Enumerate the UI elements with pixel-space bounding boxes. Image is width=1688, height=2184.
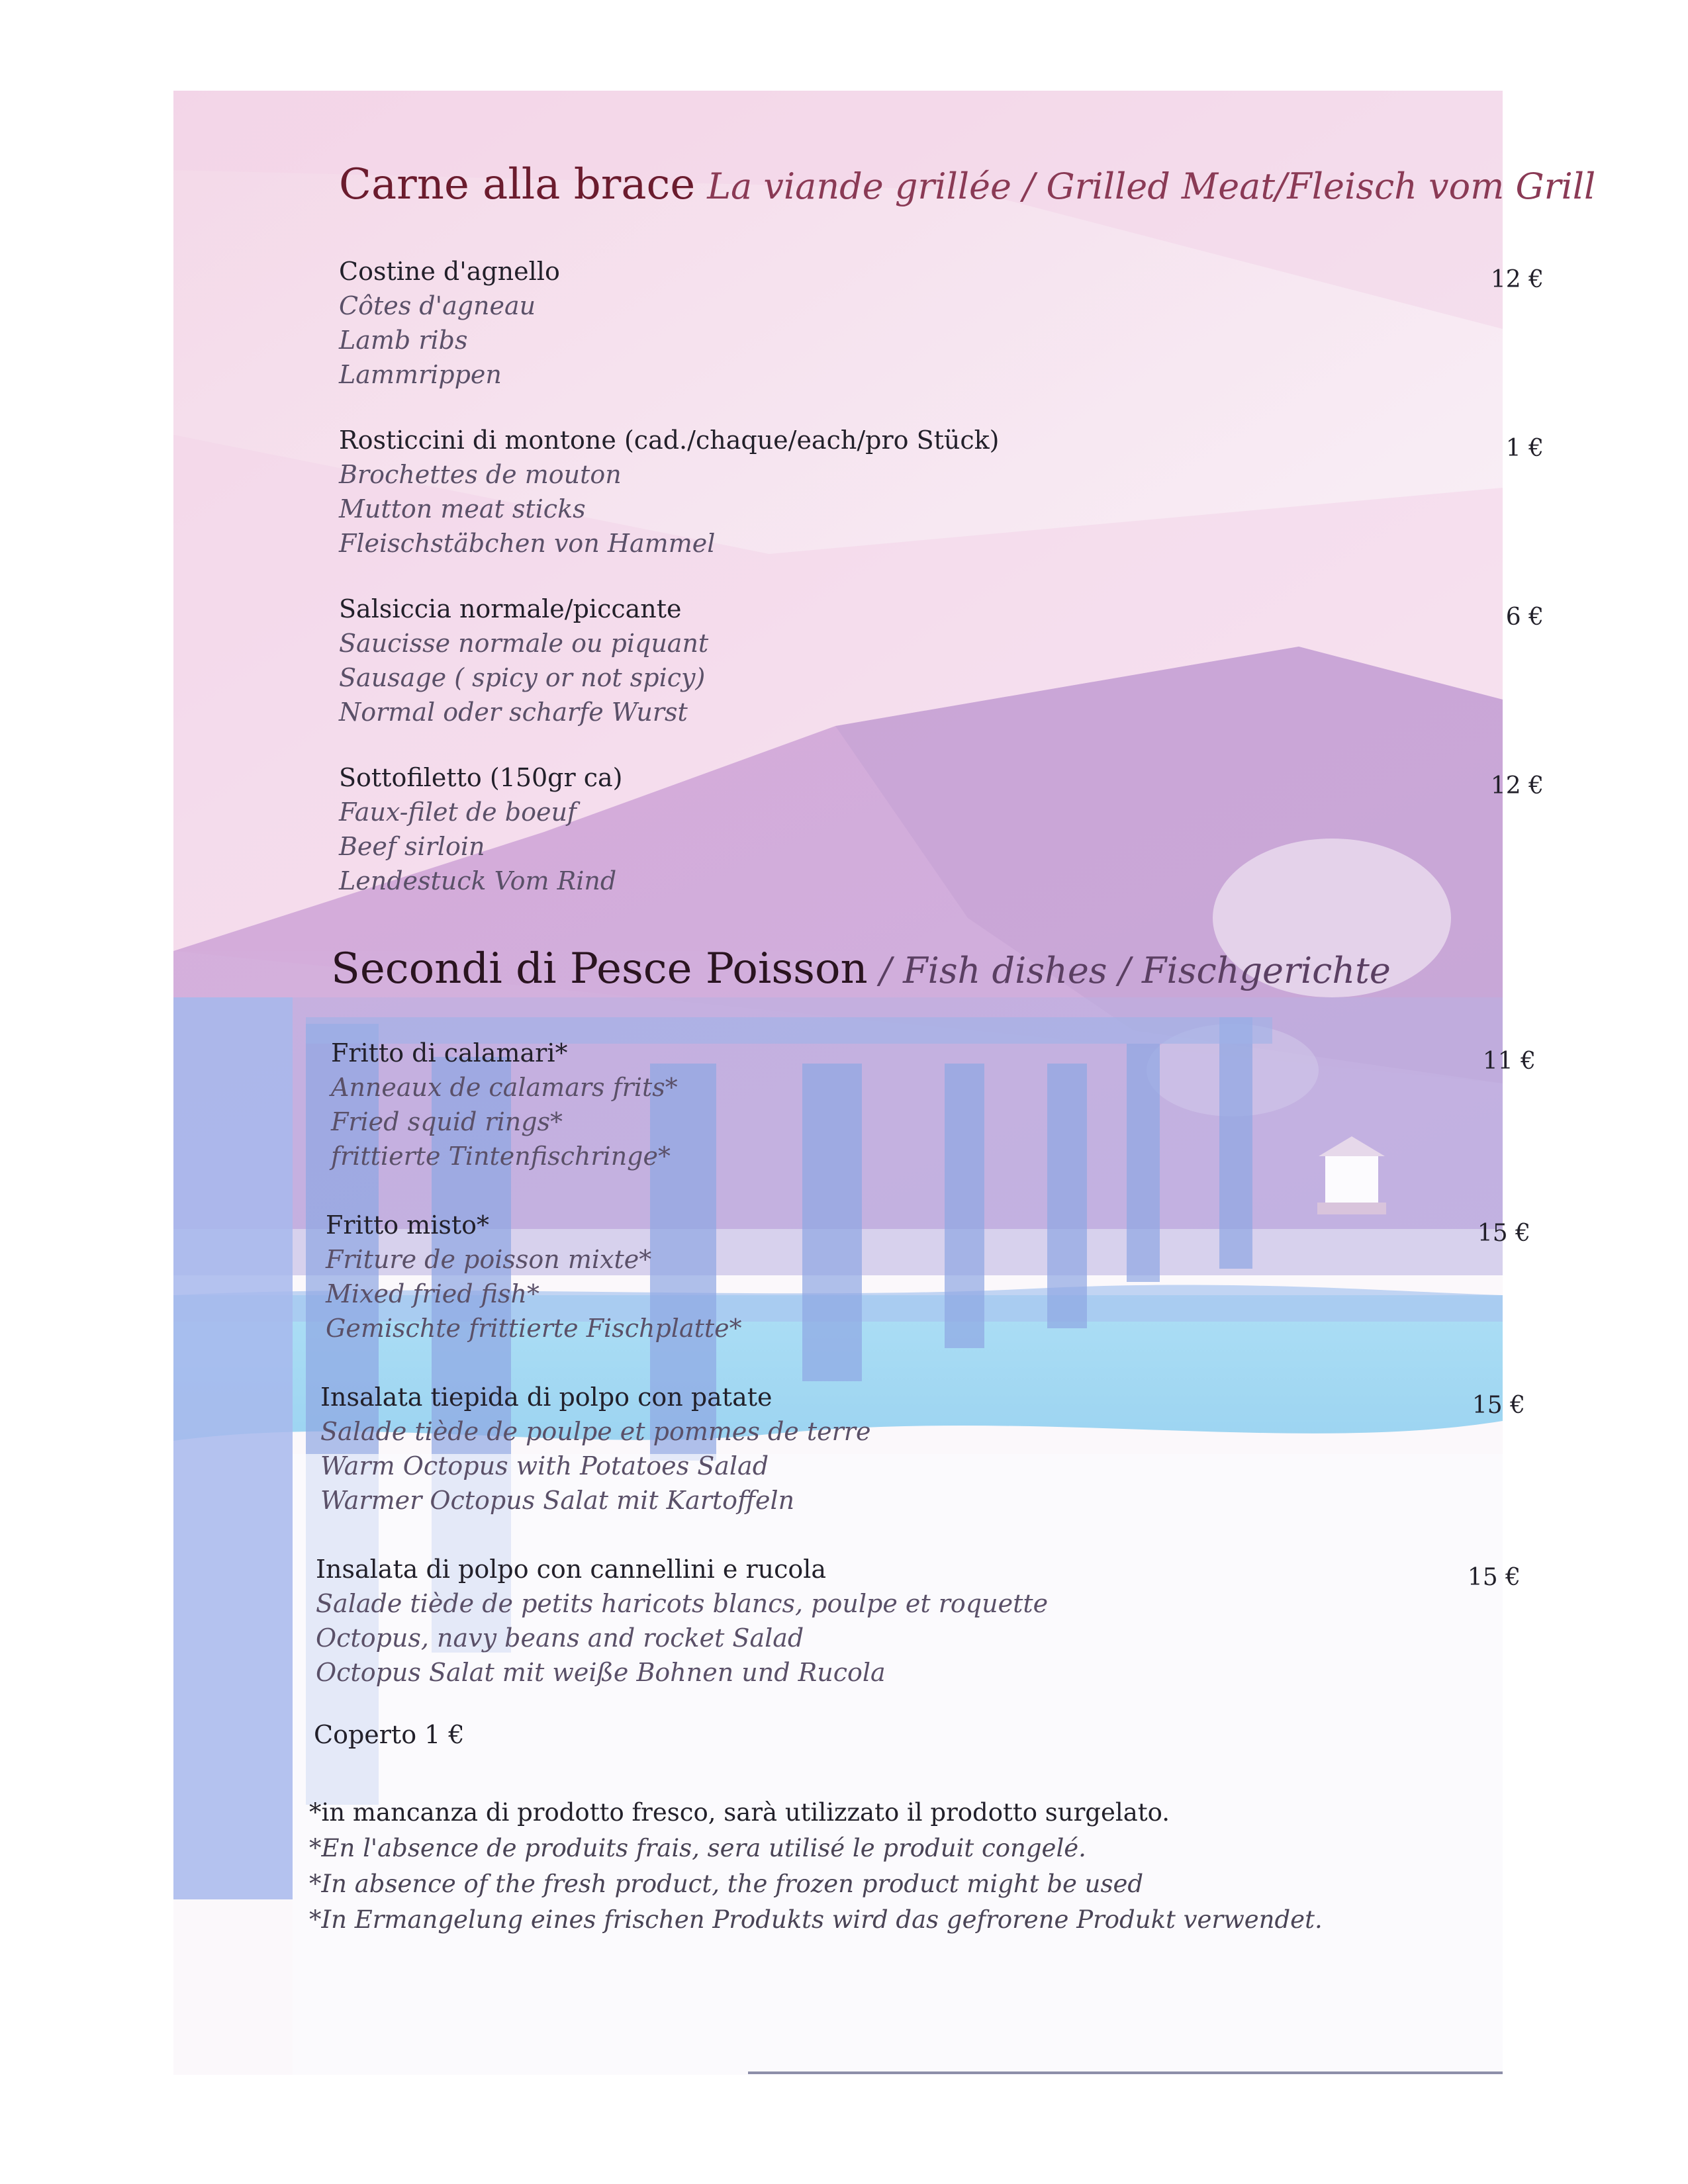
item-price: 15 €	[1467, 1564, 1521, 1591]
item-french: Côtes d'agneau	[339, 291, 536, 320]
section-title-fish-primary: Secondi di Pesce Poisson	[331, 944, 868, 993]
item-french: Anneaux de calamars frits*	[331, 1073, 678, 1102]
item-german: Lammrippen	[339, 360, 502, 389]
item-name: Fritto misto*	[326, 1210, 490, 1240]
item-german: Normal oder scharfe Wurst	[339, 698, 688, 727]
menu-page	[173, 91, 1596, 2075]
item-german: Octopus Salat mit weiße Bohnen und Rucola	[316, 1658, 886, 1687]
item-german: Gemischte frittierte Fischplatte*	[326, 1314, 742, 1343]
item-english: Mutton meat sticks	[339, 494, 586, 523]
menu-item	[326, 1208, 1530, 1345]
item-price: 11 €	[1482, 1048, 1536, 1075]
menu-item	[339, 423, 1544, 561]
frozen-product-notes	[309, 1795, 1323, 1938]
item-name: Costine d'agnello	[339, 257, 560, 286]
item-english: Lamb ribs	[339, 326, 468, 355]
menu-item	[339, 254, 1544, 392]
item-price: 15 €	[1472, 1392, 1525, 1419]
item-french: Friture de poisson mixte*	[326, 1245, 652, 1274]
item-english: Mixed fried fish*	[326, 1279, 539, 1308]
item-german: Fleischstäbchen von Hammel	[339, 529, 716, 558]
section-title-fish	[331, 944, 1391, 993]
item-name: Fritto di calamari*	[331, 1038, 568, 1068]
menu-item	[339, 760, 1544, 898]
item-name: Rosticcini di montone (cad./chaque/each/pro Stück)	[339, 426, 1000, 455]
item-english: Octopus, navy beans and rocket Salad	[316, 1623, 804, 1653]
menu-item	[331, 1036, 1536, 1173]
item-german: Lendestuck Vom Rind	[339, 866, 617, 895]
note-french: *En l'absence de produits frais, sera utilisé le produit congelé.	[309, 1834, 1086, 1862]
menu-item	[320, 1380, 1525, 1518]
item-name: Sottofiletto (150gr ca)	[339, 763, 623, 792]
item-french: Saucisse normale ou piquant	[339, 629, 709, 658]
menu-item	[339, 592, 1544, 729]
item-french: Brochettes de mouton	[339, 460, 622, 489]
item-german: Warmer Octopus Salat mit Kartoffeln	[320, 1486, 795, 1515]
section-title-fish-translations: / Fish dishes / Fischgerichte	[879, 950, 1391, 991]
item-price: 12 €	[1490, 266, 1544, 293]
note-english: *In absence of the fresh product, the frozen product might be used	[309, 1870, 1144, 1898]
item-french: Salade tiède de poulpe et pommes de terre	[320, 1417, 871, 1446]
section-title-grill-primary: Carne alla brace	[339, 160, 696, 209]
menu-content	[173, 91, 1596, 2075]
item-price: 15 €	[1477, 1220, 1530, 1247]
item-english: Sausage ( spicy or not spicy)	[339, 663, 706, 692]
note-italian: *in mancanza di prodotto fresco, sarà utilizzato il prodotto surgelato.	[309, 1798, 1170, 1827]
item-name: Insalata di polpo con cannellini e rucola	[316, 1555, 827, 1584]
section-title-grill	[339, 160, 1595, 209]
item-english: Fried squid rings*	[331, 1107, 563, 1136]
item-price: 1 €	[1505, 435, 1544, 462]
item-french: Salade tiède de petits haricots blancs, poulpe et roquette	[316, 1589, 1049, 1618]
cover-charge: Coperto 1 €	[314, 1720, 465, 1749]
item-price: 12 €	[1490, 772, 1544, 799]
note-german: *In Ermangelung eines frischen Produkts wird das gefrorene Produkt verwendet.	[309, 1905, 1323, 1934]
item-price: 6 €	[1505, 604, 1544, 631]
section-title-grill-translations: La viande grillée / Grilled Meat/Fleisch vom Grill	[707, 165, 1596, 207]
menu-item	[316, 1552, 1521, 1690]
page-edge-line	[748, 2071, 1503, 2074]
item-name: Salsiccia normale/piccante	[339, 594, 682, 623]
item-german: frittierte Tintenfischringe*	[331, 1142, 671, 1171]
item-french: Faux-filet de boeuf	[339, 797, 577, 827]
item-english: Warm Octopus with Potatoes Salad	[320, 1451, 769, 1480]
item-english: Beef sirloin	[339, 832, 485, 861]
item-name: Insalata tiepida di polpo con patate	[320, 1383, 773, 1412]
